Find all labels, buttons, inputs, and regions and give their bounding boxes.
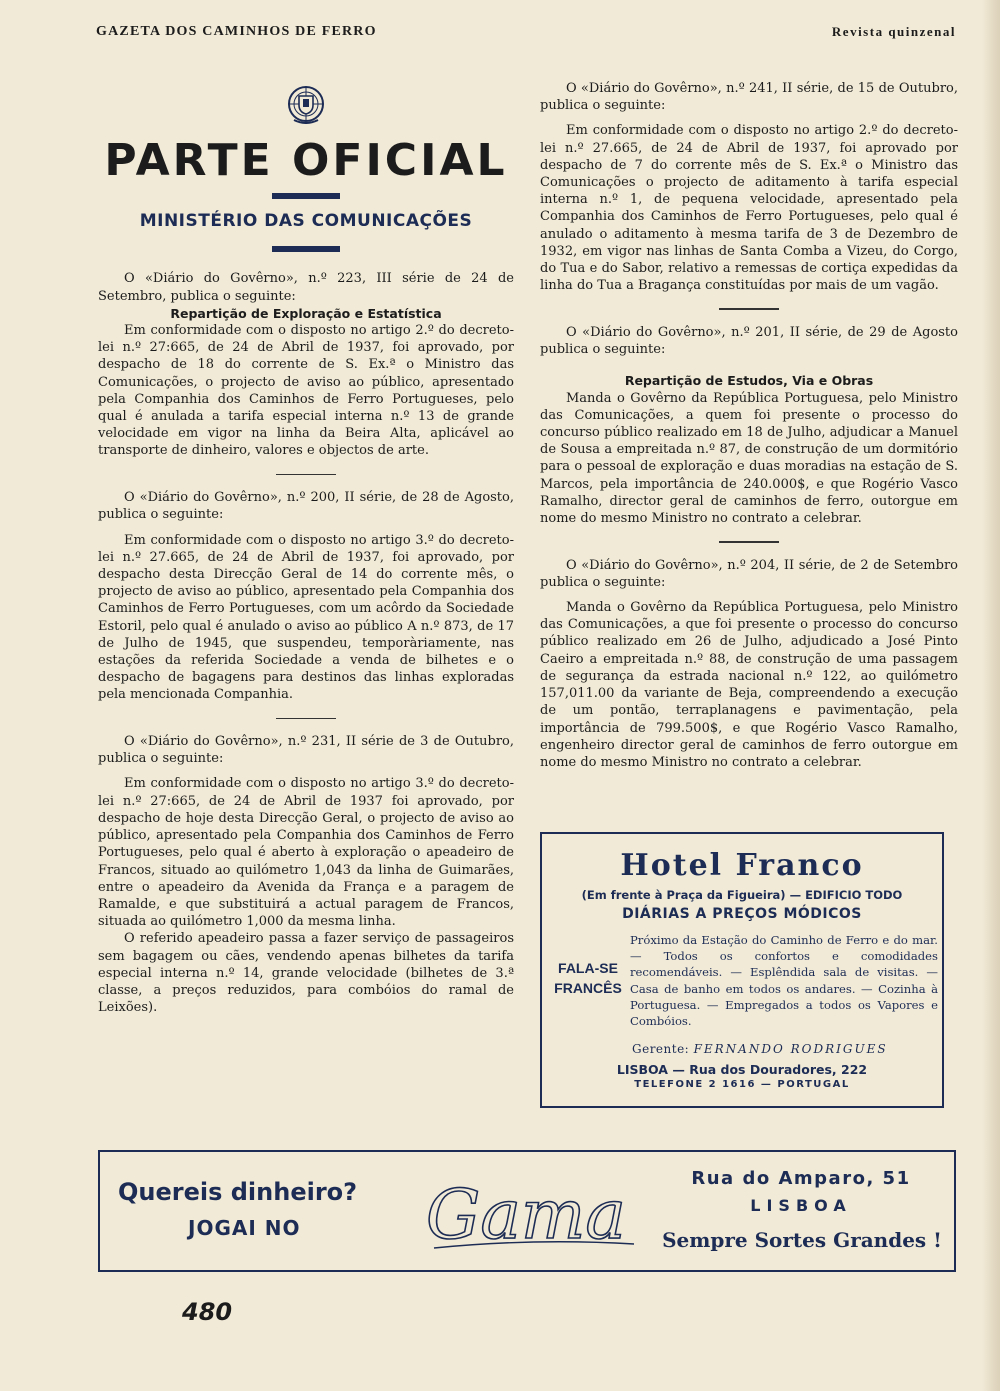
divider (719, 308, 779, 310)
hotel-language-line-1: FALA-SE (558, 960, 618, 976)
section-heading-exploration: Repartição de Exploração e Estatística (170, 305, 442, 321)
divider (276, 718, 336, 720)
gama-logo-text: Gama (426, 1176, 626, 1255)
hotel-language (552, 958, 624, 998)
gama-logo (420, 1164, 640, 1264)
notice-5-intro: O «Diário do Govêrno», n.º 201, II série, de 29 de Agosto publica o seguinte: (540, 324, 958, 358)
notice-3-intro: O «Diário do Govêrno», n.º 231, II série de 3 de Outubro, publica o seguinte: (98, 734, 514, 767)
notice-6-intro: O «Diário do Govêrno», n.º 204, II série, de 2 de Setembro publica o seguinte: (540, 557, 958, 590)
page-title: PARTE OFICIAL (104, 135, 508, 187)
hotel-telephone: TELEFONE 2 1616 — PORTUGAL (634, 1079, 850, 1090)
notice-1-body: Em conformidade com o disposto no artigo 2.º do decreto-lei n.º 27:665, de 24 de Abril de 1937, foi aprovado, por despacho de 18 do corrente de S. Ex.ª o Ministro das Comunicações, o projecto de aviso ao público, apresentado pela Companhia dos Caminhos de Ferro Portugueses, pelo qual é anulada a tarifa especial interna n.º 13 de grande velocidade em vigor na linha da Beira Alta, aplicável ao transporte de dinheiro, valores e objectos de arte. (98, 323, 514, 459)
journal-title: GAZETA DOS CAMINHOS DE FERRO (96, 24, 377, 39)
hotel-manager-label: Gerente: (632, 1042, 690, 1056)
notice-4-intro: O «Diário do Govêrno», n.º 241, II série, de 15 de Outubro, publica o seguinte: (540, 81, 958, 114)
gama-lottery-advertisement (98, 1150, 956, 1272)
gama-play: JOGAI NO (188, 1216, 301, 1240)
notice-1-intro: O «Diário do Govêrno», n.º 223, III série de 24 de Setembro, publica o seguinte: (98, 271, 514, 304)
notice-3-body-2: O referido apeadeiro passa a fazer serviço de passageiros sem bagagem ou cães, vendendo apenas bilhetes da tarifa especial interna n.º 14, grande velocidade (bilhetes de 3.ª classe, a preços reduzidos, para combóios do ramal de Leixões). (98, 931, 514, 1016)
gama-address: Rua do Amparo, 51 (691, 1168, 911, 1189)
notice-4-body: Em conformidade com o disposto no artigo 2.º do decreto-lei n.º 27.665, de 24 de Abril de 1937, foi aprovado por despacho de 7 do corrente mês de S. Ex.ª o Ministro das Comunicações o projecto de aditamento à tarifa especial interna n.º 1, de pequena velocidade, apresentado pela Companhia dos Caminhos de Ferro Portugueses, pelo qual é anulado o aditamento à mesma tarifa de 3 de Dezembro de 1932, em vigor nas linhas de Santa Comba a Vizeu, do Corgo, do Tua e do Sabor, relativo a remessas de cortiça expedidas da linha do Tua a Bragança constituídas por mais de um vagão. (540, 123, 958, 294)
hotel-manager-name: FERNANDO RODRIGUES (693, 1042, 888, 1056)
left-column (98, 80, 514, 1016)
notice-3-body: Em conformidade com o disposto no artigo 3.º do decreto-lei n.º 27:665, de 24 de Abril de 1937 foi aprovado, por despacho de hoje desta Direcção Geral, o projecto de aviso ao público, apresentado pela Companhia dos Caminhos de Ferro Portugueses, pelo qual é aberto à exploração o apeadeiro de Francos, situado ao quilómetro 1,043 da linha de Guimarães, entre o apeadeiro da Avenida da França e a paragem de Ramalde, e que substituirá a actual paragem de Francos, situada ao quilómetro 1,000 da mesma linha. (98, 776, 514, 930)
hotel-description: Próximo da Estação do Caminho de Ferro e do mar. — Todos os confortos e comodidades recomendáveis. — Esplêndida sala de visitas. — Casa de banho em todos os andares. — Cozinha à Portuguesa. — Empregados a todos os Vapores e Combóios. (630, 933, 938, 1029)
hotel-name: Hotel Franco (620, 848, 864, 883)
hotel-location: (Em frente à Praça da Figueira) — EDIFICIO TODO (581, 888, 903, 902)
hotel-price-line: DIÁRIAS A PREÇOS MÓDICOS (622, 906, 862, 922)
notice-5-body: Manda o Govêrno da República Portuguesa, pelo Ministro das Comunicações, a quem foi presente o processo do concurso público realizado em 18 de Julho, adjudicar a Manuel de Sousa a empreitada n.º 87, de construção de um dormitório para o pessoal de exploração e duas moradias na estação de S. Marcos, pela importância de 240.000$, e que Rogério Vasco Ramalho, director geral de caminhos de ferro, outorgue em nome do mesmo Ministro no contrato a celebrar. (540, 390, 958, 526)
divider (276, 474, 336, 476)
page-number: 480 (182, 1298, 233, 1326)
gama-slogan: Sempre Sortes Grandes ! (662, 1228, 942, 1252)
right-column (540, 80, 958, 771)
portuguese-coat-of-arms-icon (284, 84, 328, 124)
notice-2-intro: O «Diário do Govêrno», n.º 200, II série, de 28 de Agosto, publica o seguinte: (98, 490, 514, 523)
title-bar (272, 193, 340, 199)
hotel-address: LISBOA — Rua dos Douradores, 222 (616, 1062, 868, 1077)
journal-frequency: Revista quinzenal (831, 24, 956, 39)
binding-shadow (982, 0, 1000, 1391)
hotel-language-line-2: FRANCÊS (554, 980, 622, 996)
divider (719, 541, 779, 543)
notice-6-body: Manda o Govêrno da República Portuguesa, pelo Ministro das Comunicações, a que foi presente o processo do concurso público realizado em 26 de Julho, adjudicado a José Pinto Caeiro a empreitada n.º 88, de construção de uma passagem de segurança da estrada nacional n.º 122, ao quilómetro 157,011.00 da variante de Beja, compreendendo a execução de um pontão, terraplanagens e pavimentação, pela importância de 799.500$, e que Rogério Vasco Ramalho, engenheiro director geral de caminhos de ferro outorgue em nome do mesmo Ministro no contrato a celebrar. (540, 600, 958, 770)
section-heading-studies: Repartição de Estudos, Via e Obras (624, 373, 874, 389)
hotel-manager (632, 1042, 932, 1056)
ministry-bar (272, 246, 340, 252)
notice-2-body: Em conformidade com o disposto no artigo 3.º do decreto-lei n.º 27.665, de 24 de Abril de 1937, foi aprovado, por despacho desta Direcção Geral de 14 do corrente mês, o projecto de aviso ao público, apresentado pela Companhia dos Caminhos de Ferro Portugueses, com um acôrdo da Sociedade Estoril, pelo qual é anulado o aviso ao público A n.º 873, de 17 de Julho de 1945, que suspendeu, temporàriamente, nas estações da referida Sociedade a venda de bilhetes e o despacho de bagagens para destinos das linhas exploradas pela mencionada Companhia. (98, 532, 514, 703)
emblem (98, 84, 514, 129)
hotel-body (552, 932, 938, 1038)
hotel-franco-advertisement (540, 832, 944, 1108)
ministry-heading: MINISTÉRIO DAS COMUNICAÇÕES (139, 211, 473, 232)
gama-city: LISBOA (750, 1196, 852, 1215)
gama-question: Quereis dinheiro? (118, 1178, 358, 1206)
